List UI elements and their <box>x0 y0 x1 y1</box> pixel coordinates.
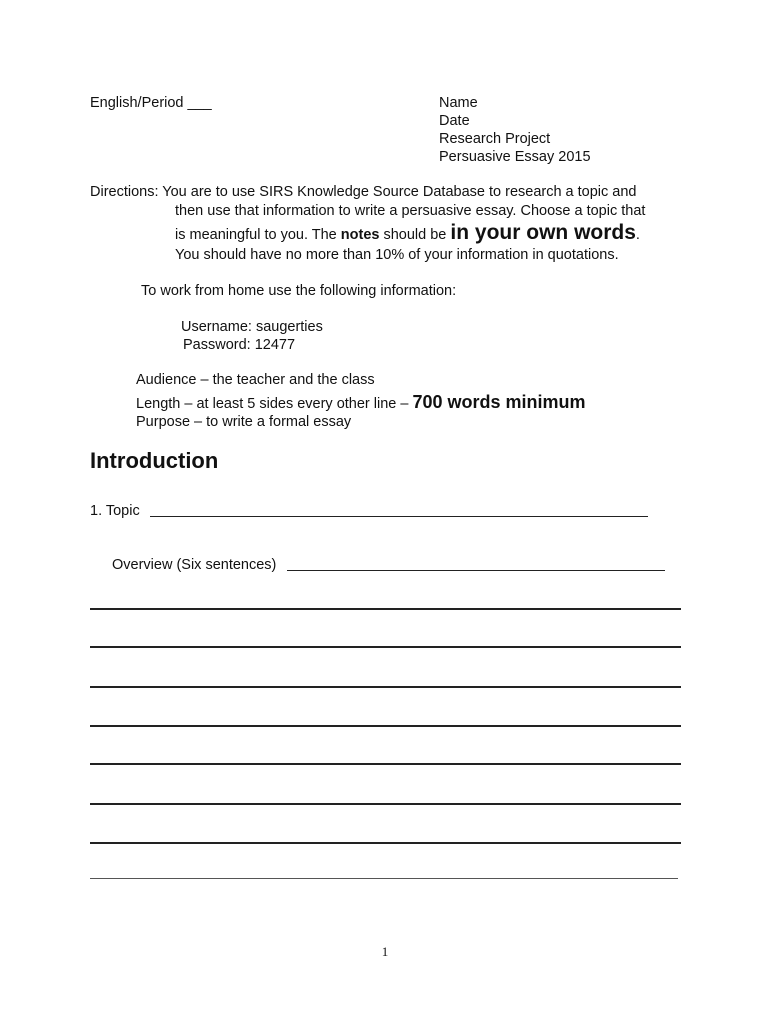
directions-line-1: Directions: You are to use SIRS Knowledge Source Database to research a topic and <box>90 184 637 200</box>
writing-line[interactable] <box>90 646 681 648</box>
overview-answer-line[interactable] <box>287 570 665 571</box>
english-period-label: English/Period ___ <box>90 95 212 111</box>
writing-line[interactable] <box>90 725 681 727</box>
writing-line[interactable] <box>90 878 678 879</box>
purpose-requirement: Purpose – to write a formal essay <box>136 414 352 430</box>
directions-line-4: You should have no more than 10% of your information in quotations. <box>175 247 619 263</box>
page-number: 1 <box>381 944 389 959</box>
writing-line[interactable] <box>90 763 681 765</box>
overview-label: Overview (Six sentences) <box>112 557 277 573</box>
length-prefix: Length – at least 5 sides every other line – <box>136 396 413 412</box>
directions-line-3-end: . <box>635 227 640 243</box>
topic-label: 1. Topic <box>90 503 140 519</box>
date-label: Date <box>439 113 470 129</box>
project-label: Research Project <box>439 131 551 147</box>
home-access-intro: To work from home use the following information: <box>141 283 457 299</box>
writing-line[interactable] <box>90 803 681 805</box>
writing-line[interactable] <box>90 842 681 844</box>
writing-line[interactable] <box>90 686 681 688</box>
own-words-emphasis: in your own words <box>450 221 636 244</box>
username-info: Username: saugerties <box>181 319 323 335</box>
writing-line[interactable] <box>90 608 681 610</box>
password-info: Password: 12477 <box>183 337 296 353</box>
directions-line-2: then use that information to write a persuasive essay. Choose a topic that <box>175 203 646 219</box>
topic-answer-line[interactable] <box>150 516 648 517</box>
header-info <box>439 94 591 166</box>
directions-line-3-start: is meaningful to you. The <box>175 227 341 243</box>
length-requirement <box>136 391 586 415</box>
name-label: Name <box>439 95 478 111</box>
essay-label: Persuasive Essay 2015 <box>439 149 591 165</box>
introduction-heading: Introduction <box>90 448 219 473</box>
directions-line-3 <box>175 221 640 247</box>
notes-emphasis: notes <box>340 227 380 243</box>
directions-line-3-middle: should be <box>379 227 451 243</box>
audience-requirement: Audience – the teacher and the class <box>136 372 375 388</box>
word-minimum-emphasis: 700 words minimum <box>412 392 586 412</box>
